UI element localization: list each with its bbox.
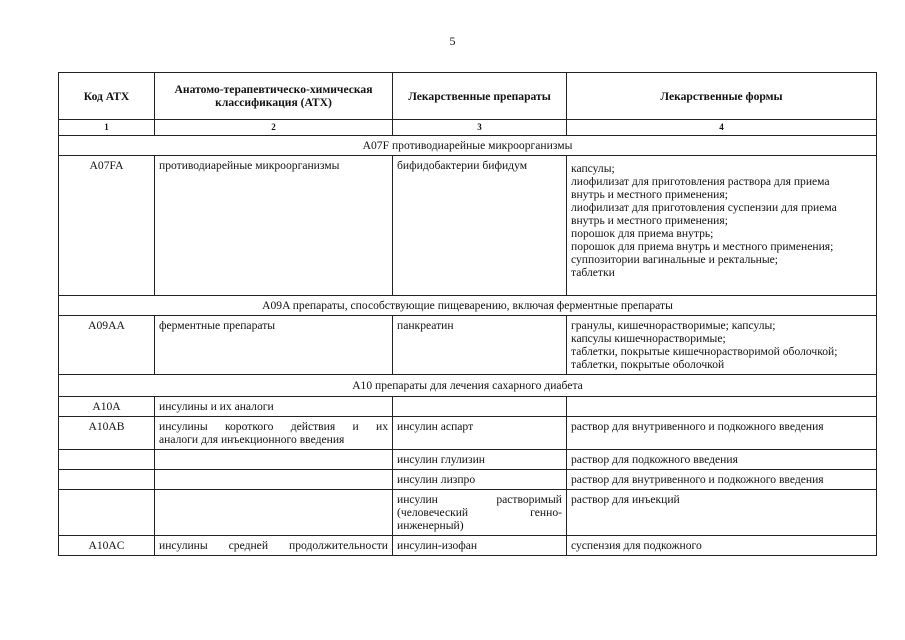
atx-code [59,470,155,490]
forms-cell: раствор для подкожного введения [567,450,877,470]
drug-cell: бифидобактерии бифидум [393,156,567,296]
column-number: 2 [155,120,393,136]
drug-cell: инсулин глулизин [393,450,567,470]
classification-line: аналоги для инъекционного введения [159,433,345,446]
column-number: 3 [393,120,567,136]
classification-cell [155,470,393,490]
form-line: порошок для приема внутрь; [571,227,714,240]
form-line: внутрь и местного применения; [571,214,728,227]
header-code: Код АТХ [59,73,155,120]
table-row [59,536,877,556]
group-heading-a10: A10 препараты для лечения сахарного диабета [59,375,877,397]
atx-table [58,72,877,556]
classification-cell [155,417,393,450]
header-forms: Лекарственные формы [567,73,877,120]
group-heading-a07f: A07F противодиарейные микроорганизмы [59,136,877,156]
form-line: таблетки, покрытые кишечнорастворимой оболочкой; [571,345,838,358]
table-row [59,470,877,490]
table-row [59,397,877,417]
drug-line: (человеческий генно- [397,506,562,519]
form-line: капсулы; [571,162,615,175]
atx-code: A07FA [59,156,155,296]
table-row [59,156,877,296]
classification-cell: противодиарейные микроорганизмы [155,156,393,296]
drug-line: инсулин растворимый [397,493,562,506]
table-row [59,490,877,536]
group-row [59,136,877,156]
form-line: капсулы кишечнорастворимые; [571,332,726,345]
classification-cell: инсулины и их аналоги [155,397,393,417]
table-row [59,316,877,375]
forms-cell [567,316,877,375]
form-line: порошок для приема внутрь и местного применения; [571,240,834,253]
column-number-row [59,120,877,136]
page-number: 5 [449,34,456,48]
form-line: гранулы, кишечнорастворимые; капсулы; [571,319,776,332]
drug-cell [393,397,567,417]
table-row [59,450,877,470]
forms-cell [567,156,877,296]
form-line: лиофилизат для приготовления раствора для приема [571,175,830,188]
drug-cell: инсулин-изофан [393,536,567,556]
atx-code [59,450,155,470]
forms-cell: раствор для внутривенного и подкожного введения [567,470,877,490]
form-line: таблетки [571,266,615,279]
atx-code: A10AB [59,417,155,450]
drug-cell [393,490,567,536]
drug-line: инженерный) [397,519,464,532]
atx-code: A10AC [59,536,155,556]
drug-cell: инсулин лизпро [393,470,567,490]
classification-cell [155,490,393,536]
header-drugs: Лекарственные препараты [393,73,567,120]
form-line: суппозитории вагинальные и ректальные; [571,253,779,266]
header-row [59,73,877,120]
form-line: лиофилизат для приготовления суспензии для приема [571,201,837,214]
group-row [59,375,877,397]
column-number: 1 [59,120,155,136]
forms-cell: раствор для внутривенного и подкожного введения [567,417,877,450]
form-line: таблетки, покрытые оболочкой [571,358,725,371]
header-classification: Анатомо-терапевтическо-химическая классификация (АТХ) [155,73,393,120]
classification-cell: инсулины средней продолжительности [155,536,393,556]
group-heading-a09a: A09A препараты, способствующие пищеварению, включая ферментные препараты [59,296,877,316]
table-row [59,417,877,450]
classification-cell [155,450,393,470]
form-line: внутрь и местного применения; [571,188,728,201]
drug-cell: панкреатин [393,316,567,375]
classification-line: инсулины короткого действия и их [159,420,388,433]
forms-cell [567,397,877,417]
drug-cell: инсулин аспарт [393,417,567,450]
group-row [59,296,877,316]
column-number: 4 [567,120,877,136]
atx-code: A09AA [59,316,155,375]
forms-cell: раствор для инъекций [567,490,877,536]
atx-code [59,490,155,536]
forms-cell: суспензия для подкожного [567,536,877,556]
classification-cell: ферментные препараты [155,316,393,375]
atx-code: A10A [59,397,155,417]
